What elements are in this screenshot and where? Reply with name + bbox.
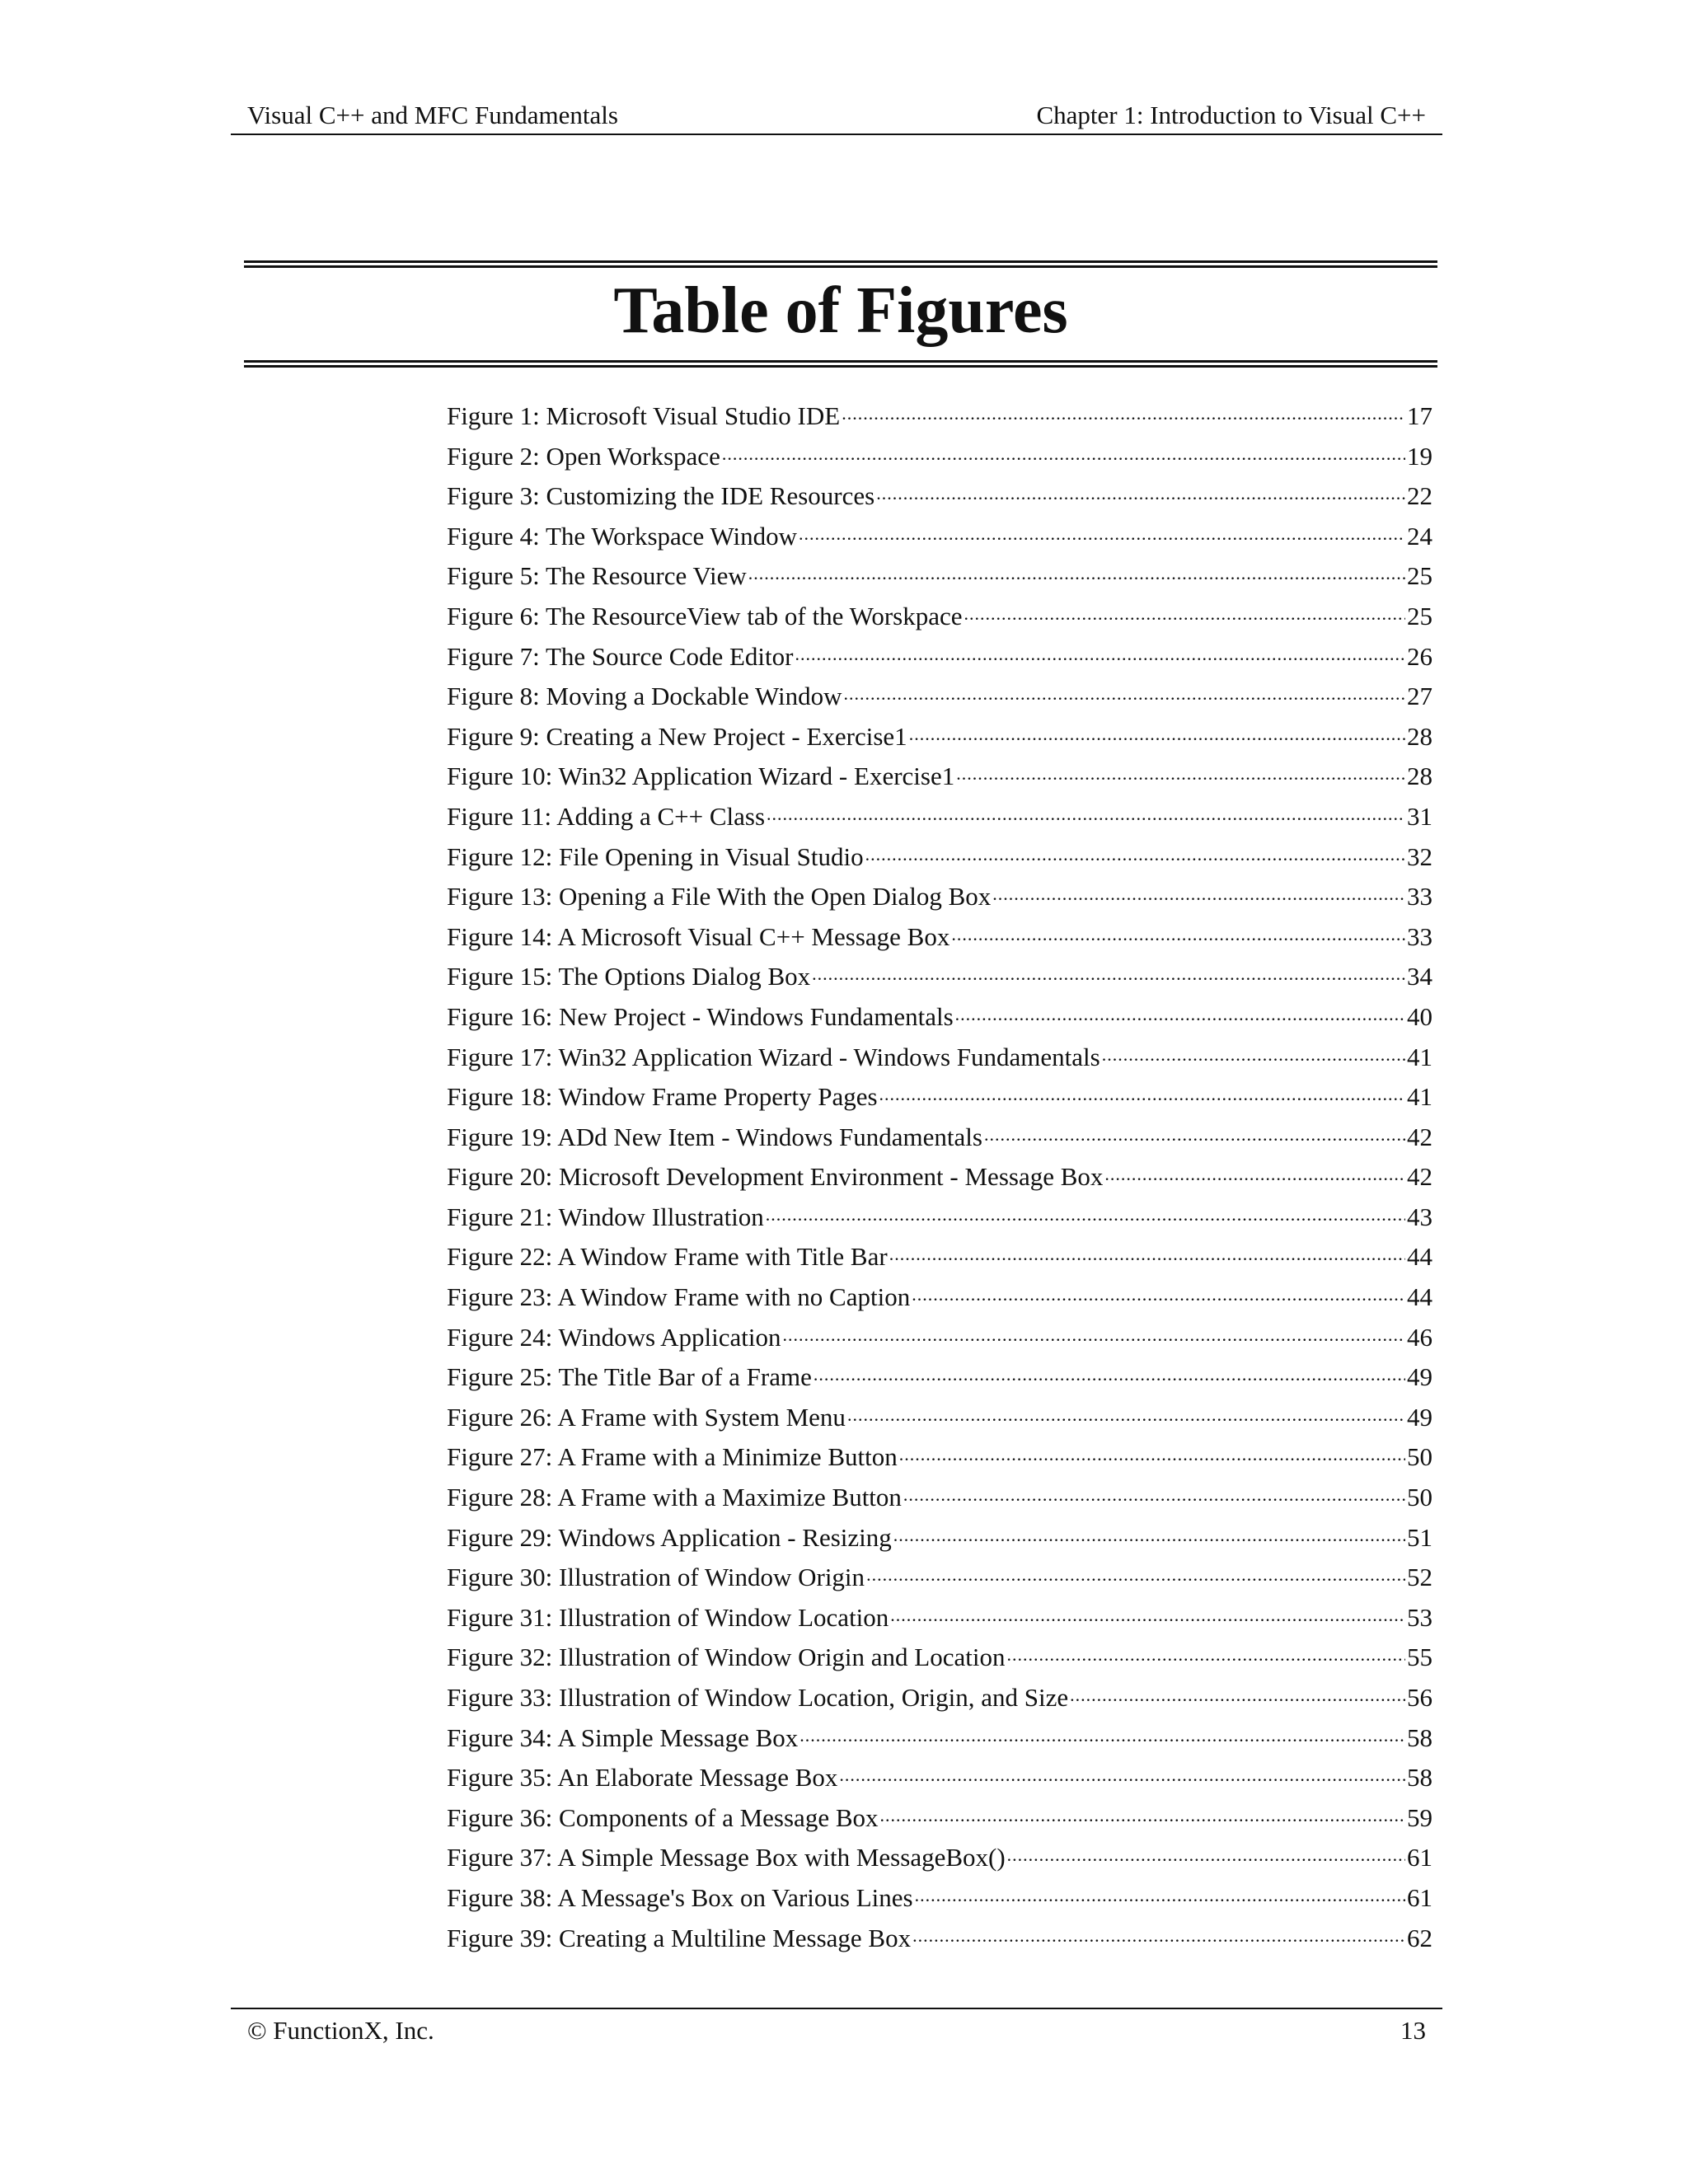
figure-entry[interactable]	[447, 1400, 1432, 1441]
figure-entry-title: Figure 24: Windows Application	[447, 1322, 781, 1352]
dot-leader	[880, 1801, 1405, 1826]
dot-leader	[782, 1320, 1405, 1346]
figure-entry-page: 28	[1407, 762, 1432, 791]
figure-entry[interactable]	[447, 1280, 1432, 1320]
figure-entry-page: 61	[1407, 1843, 1432, 1872]
figure-entry[interactable]	[447, 1601, 1432, 1641]
figure-entry[interactable]	[447, 439, 1432, 480]
figure-entry-page: 17	[1407, 401, 1432, 430]
figure-entry-title: Figure 5: The Resource View	[447, 561, 747, 591]
figure-entry-page: 31	[1407, 801, 1432, 831]
figure-entry-title: Figure 38: A Message's Box on Various Lines	[447, 1882, 913, 1912]
figure-entry[interactable]	[447, 1521, 1432, 1561]
figure-entry[interactable]	[447, 599, 1432, 640]
dot-leader	[1007, 1640, 1406, 1666]
figure-entry[interactable]	[447, 679, 1432, 719]
figure-entry-title: Figure 17: Win32 Application Wizard - Windows Fundamentals	[447, 1042, 1100, 1071]
figure-entry-page: 52	[1407, 1563, 1432, 1592]
figure-entry[interactable]	[447, 1721, 1432, 1761]
title-top-rule	[244, 260, 1437, 268]
dot-leader	[893, 1521, 1405, 1546]
figure-entry[interactable]	[447, 1160, 1432, 1200]
dot-leader	[865, 840, 1405, 865]
figure-entry-page: 49	[1407, 1402, 1432, 1432]
figure-entry-page: 25	[1407, 561, 1432, 591]
figure-entry-page: 56	[1407, 1683, 1432, 1712]
figure-entry-title: Figure 34: A Simple Message Box	[447, 1722, 799, 1752]
figure-entry-title: Figure 26: A Frame with System Menu	[447, 1402, 846, 1432]
figure-entry[interactable]	[447, 1640, 1432, 1680]
dot-leader	[955, 1000, 1405, 1025]
figure-entry[interactable]	[447, 1440, 1432, 1480]
figure-entry-page: 33	[1407, 882, 1432, 912]
figure-entry-page: 22	[1407, 481, 1432, 511]
figure-entry-title: Figure 18: Window Frame Property Pages	[447, 1082, 878, 1112]
figure-entry-title: Figure 1: Microsoft Visual Studio IDE	[447, 401, 841, 430]
dot-leader	[951, 920, 1405, 945]
figure-entry-page: 58	[1407, 1763, 1432, 1793]
figure-entry-page: 44	[1407, 1242, 1432, 1272]
figure-entry-page: 61	[1407, 1882, 1432, 1912]
figure-entry-page: 44	[1407, 1282, 1432, 1312]
figure-entry[interactable]	[447, 1921, 1432, 1961]
figure-entry-title: Figure 3: Customizing the IDE Resources	[447, 481, 875, 511]
dot-leader	[767, 799, 1405, 825]
figure-entry-page: 41	[1407, 1042, 1432, 1071]
figure-entry-title: Figure 30: Illustration of Window Origin	[447, 1563, 865, 1592]
figure-entry[interactable]	[447, 1840, 1432, 1881]
figure-entry-page: 34	[1407, 962, 1432, 991]
dot-leader	[992, 879, 1405, 905]
dot-leader	[812, 959, 1405, 985]
figure-entry[interactable]	[447, 1000, 1432, 1040]
figure-entry[interactable]	[447, 1360, 1432, 1400]
dot-leader	[748, 559, 1405, 584]
figure-entry-title: Figure 33: Illustration of Window Location, Origin, and Size	[447, 1683, 1069, 1712]
figure-entry-title: Figure 16: New Project - Windows Fundamentals	[447, 1001, 954, 1031]
figure-entry[interactable]	[447, 719, 1432, 760]
figure-entry[interactable]	[447, 920, 1432, 960]
title-block	[244, 260, 1437, 368]
figure-entry-page: 58	[1407, 1722, 1432, 1752]
dot-leader	[909, 719, 1405, 745]
figure-entry-title: Figure 14: A Microsoft Visual C++ Message Box	[447, 921, 950, 951]
figure-entry-title: Figure 36: Components of a Message Box	[447, 1802, 879, 1832]
figure-entry-title: Figure 10: Win32 Application Wizard - Exercise1	[447, 762, 955, 791]
figure-entry-page: 42	[1407, 1162, 1432, 1192]
figure-entry[interactable]	[447, 1480, 1432, 1521]
dot-leader	[866, 1560, 1405, 1586]
figure-entry-page: 43	[1407, 1202, 1432, 1231]
dot-leader	[799, 519, 1405, 545]
figure-entry-page: 50	[1407, 1442, 1432, 1472]
figure-entry-title: Figure 39: Creating a Multiline Message Box	[447, 1923, 912, 1952]
dot-leader	[876, 479, 1405, 504]
figure-entry-page: 55	[1407, 1643, 1432, 1672]
figure-entry-page: 26	[1407, 641, 1432, 671]
figure-entry[interactable]	[447, 959, 1432, 1000]
figure-entry-page: 25	[1407, 601, 1432, 630]
dot-leader	[766, 1200, 1405, 1226]
figure-entry-title: Figure 6: The ResourceView tab of the Worskpace	[447, 601, 963, 630]
figure-entry[interactable]	[447, 1881, 1432, 1921]
figure-entry-page: 40	[1407, 1001, 1432, 1031]
dot-leader	[843, 679, 1405, 705]
figure-entry[interactable]	[447, 640, 1432, 680]
figure-entry-title: Figure 7: The Source Code Editor	[447, 641, 794, 671]
figure-entry-page: 42	[1407, 1122, 1432, 1151]
figure-entry-page: 28	[1407, 721, 1432, 751]
figure-entry-title: Figure 29: Windows Application - Resizing	[447, 1522, 892, 1552]
figure-entry[interactable]	[447, 399, 1432, 439]
figure-entry-page: 62	[1407, 1923, 1432, 1952]
figure-entry[interactable]	[447, 519, 1432, 560]
figure-entry[interactable]	[447, 1120, 1432, 1160]
figure-entry-page: 46	[1407, 1322, 1432, 1352]
figure-entry[interactable]	[447, 1080, 1432, 1120]
figure-entry-title: Figure 21: Window Illustration	[447, 1202, 764, 1231]
figure-entry[interactable]	[447, 840, 1432, 880]
dot-leader	[899, 1440, 1405, 1465]
page-header	[231, 97, 1442, 135]
dot-leader	[847, 1400, 1405, 1426]
figure-entry-page: 33	[1407, 921, 1432, 951]
dot-leader	[964, 599, 1405, 625]
figure-entry-page: 32	[1407, 841, 1432, 871]
figure-entry-page: 19	[1407, 441, 1432, 471]
header-book-title: Visual C++ and MFC Fundamentals	[247, 101, 618, 129]
figure-entry-page: 51	[1407, 1522, 1432, 1552]
figure-entry[interactable]	[447, 559, 1432, 599]
dot-leader	[889, 1240, 1405, 1265]
figure-entry[interactable]	[447, 1760, 1432, 1801]
dot-leader	[1104, 1160, 1405, 1185]
figure-entry[interactable]	[447, 759, 1432, 799]
figure-entry-page: 24	[1407, 521, 1432, 551]
figure-entry-title: Figure 9: Creating a New Project - Exercise1	[447, 721, 907, 751]
figure-list	[447, 399, 1432, 1961]
dot-leader	[879, 1080, 1405, 1105]
dot-leader	[795, 640, 1405, 665]
figure-entry-title: Figure 2: Open Workspace	[447, 441, 720, 471]
dot-leader	[1070, 1680, 1405, 1706]
title-bottom-rule	[244, 360, 1437, 368]
figure-entry-page: 49	[1407, 1362, 1432, 1392]
figure-entry-title: Figure 23: A Window Frame with no Caption	[447, 1282, 911, 1312]
dot-leader	[890, 1601, 1405, 1626]
dot-leader	[842, 399, 1405, 424]
page-footer	[231, 2008, 1442, 2045]
dot-leader	[912, 1921, 1405, 1947]
dot-leader	[903, 1480, 1405, 1506]
figure-entry-title: Figure 20: Microsoft Development Environment - Message Box	[447, 1162, 1104, 1192]
figure-entry[interactable]	[447, 1801, 1432, 1841]
figure-entry-title: Figure 28: A Frame with a Maximize Button	[447, 1483, 902, 1512]
figure-entry[interactable]	[447, 1560, 1432, 1601]
dot-leader	[915, 1881, 1405, 1906]
figure-entry[interactable]	[447, 1240, 1432, 1280]
figure-entry-title: Figure 4: The Workspace Window	[447, 521, 798, 551]
dot-leader	[1007, 1840, 1405, 1866]
figure-entry-title: Figure 37: A Simple Message Box with MessageBox()	[447, 1843, 1006, 1872]
dot-leader	[722, 439, 1405, 465]
figure-entry[interactable]	[447, 1200, 1432, 1240]
figure-entry-title: Figure 35: An Elaborate Message Box	[447, 1763, 838, 1793]
figure-entry[interactable]	[447, 1680, 1432, 1721]
figure-entry[interactable]	[447, 1320, 1432, 1361]
figure-entry[interactable]	[447, 799, 1432, 840]
figure-entry[interactable]	[447, 479, 1432, 519]
figure-entry[interactable]	[447, 1040, 1432, 1080]
footer-copyright: © FunctionX, Inc.	[247, 2016, 434, 2045]
figure-entry[interactable]	[447, 879, 1432, 920]
dot-leader	[799, 1721, 1405, 1746]
figure-entry-title: Figure 22: A Window Frame with Title Bar	[447, 1242, 888, 1272]
dot-leader	[956, 759, 1405, 785]
figure-entry-page: 41	[1407, 1082, 1432, 1112]
header-chapter-title: Chapter 1: Introduction to Visual C++	[1036, 101, 1426, 129]
figure-entry-page: 59	[1407, 1802, 1432, 1832]
dot-leader	[839, 1760, 1405, 1786]
figure-entry-title: Figure 13: Opening a File With the Open Dialog Box	[447, 882, 992, 912]
figure-entry-page: 50	[1407, 1483, 1432, 1512]
page-title: Table of Figures	[613, 274, 1068, 347]
figure-entry-title: Figure 32: Illustration of Window Origin and Location	[447, 1643, 1006, 1672]
dot-leader	[814, 1360, 1405, 1385]
figure-entry-title: Figure 11: Adding a C++ Class	[447, 801, 766, 831]
footer-page-number: 13	[1400, 2016, 1426, 2045]
figure-entry-title: Figure 25: The Title Bar of a Frame	[447, 1362, 812, 1392]
figure-entry-page: 27	[1407, 682, 1432, 711]
dot-leader	[1102, 1040, 1405, 1066]
figure-entry-title: Figure 8: Moving a Dockable Window	[447, 682, 842, 711]
figure-entry-title: Figure 15: The Options Dialog Box	[447, 962, 811, 991]
figure-entry-page: 53	[1407, 1602, 1432, 1632]
figure-entry-title: Figure 27: A Frame with a Minimize Button	[447, 1442, 898, 1472]
figure-entry-title: Figure 31: Illustration of Window Location	[447, 1602, 889, 1632]
dot-leader	[984, 1120, 1405, 1146]
dot-leader	[912, 1280, 1405, 1305]
figure-entry-title: Figure 19: ADd New Item - Windows Fundamentals	[447, 1122, 982, 1151]
figure-entry-title: Figure 12: File Opening in Visual Studio	[447, 841, 864, 871]
